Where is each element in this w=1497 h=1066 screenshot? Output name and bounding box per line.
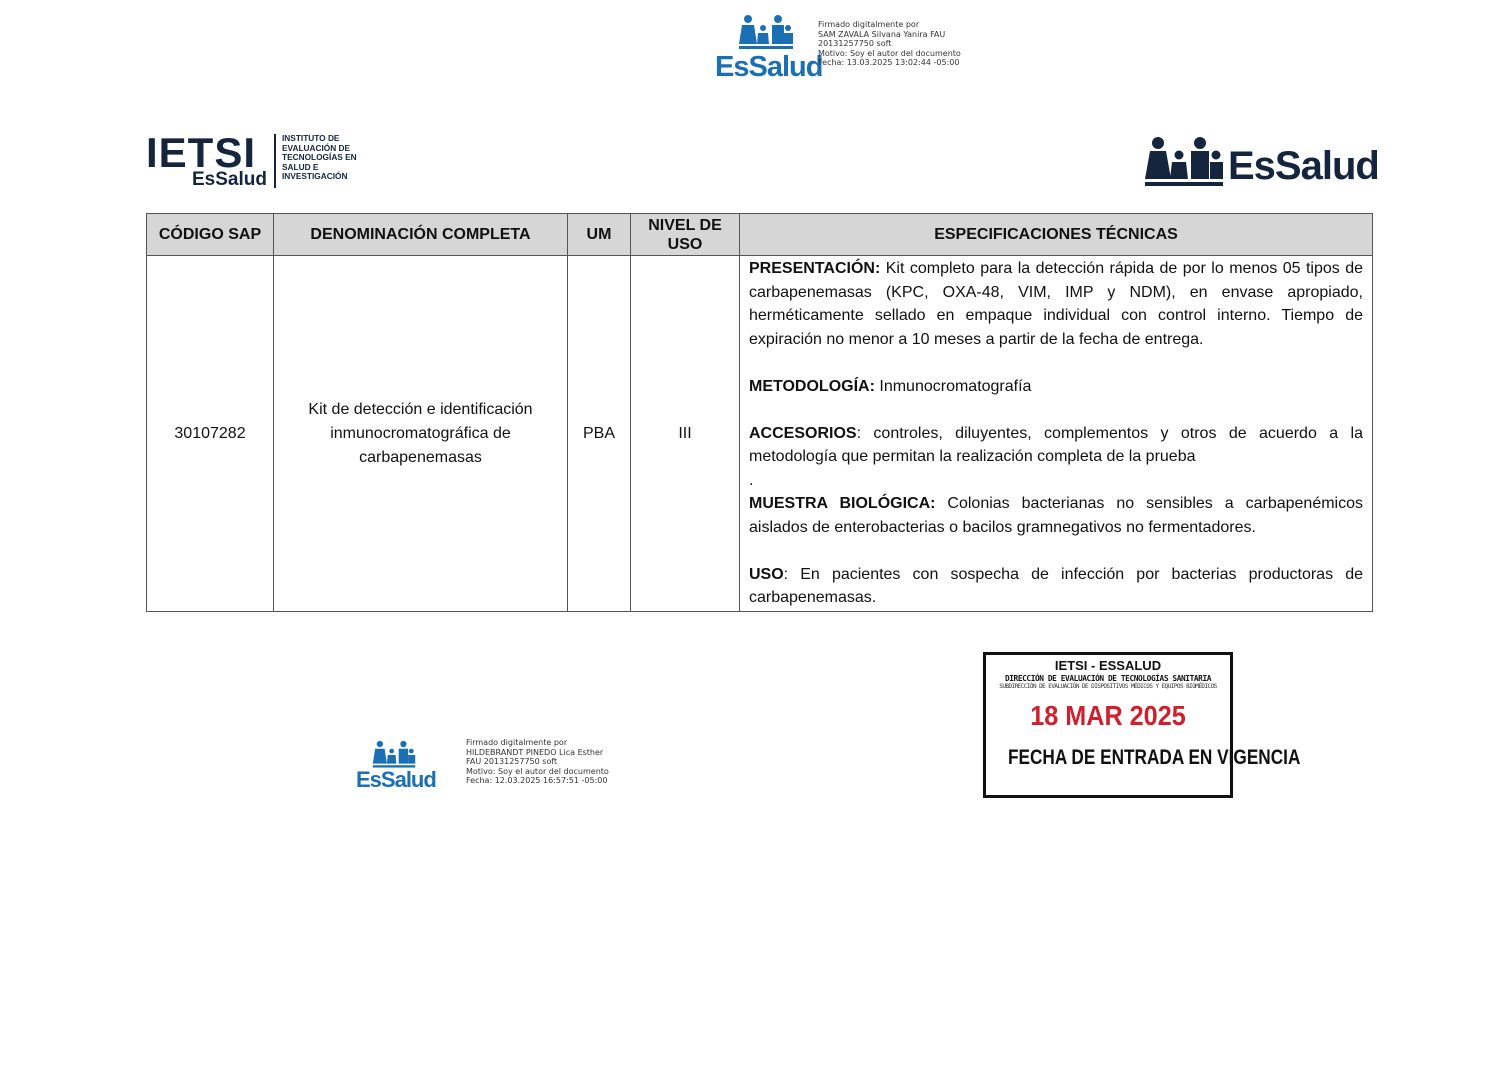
header-codigo-sap: CÓDIGO SAP — [147, 214, 274, 256]
signature-line: Fecha: 13.03.2025 13:02:44 -05:00 — [818, 58, 960, 68]
ietsi-logo — [146, 129, 366, 192]
signature-line: 20131257750 soft — [818, 39, 892, 49]
spec-label: ACCESORIOS — [749, 424, 857, 442]
signature-top-text — [818, 20, 961, 68]
spec-text: : controles, diluyentes, complementos y otros de acuerdo a la metodología que permitan la realización completa de la prueba — [749, 424, 1363, 466]
ietsi-description — [282, 134, 357, 182]
spec-muestra — [749, 492, 1363, 539]
signature-line: Firmado digitalmente por — [466, 738, 568, 747]
stamp-subdirection: SUBDIRECCIÓN DE EVALUACIÓN DE DISPOSITIVOS MÉDICOS Y EQUIPOS BIOMÉDICOS — [999, 683, 1217, 690]
spec-label: PRESENTACIÓN: — [749, 260, 881, 278]
spec-label: MUESTRA BIOLÓGICA: — [749, 495, 936, 513]
signature-top — [713, 14, 973, 84]
spec-metodologia — [749, 375, 1363, 399]
header-denominacion: DENOMINACIÓN COMPLETA — [274, 214, 568, 256]
signature-line: HILDEBRANDT PINEDO Lica Esther — [466, 747, 604, 757]
essalud-logo — [1144, 134, 1379, 190]
signature-line: Fecha: 12.03.2025 16:57:51 -05:00 — [466, 776, 608, 786]
ietsi-logo-sub: EsSalud — [192, 169, 267, 190]
header-nivel-uso: NIVEL DE USO — [631, 214, 740, 256]
essalud-logo-text: EsSalud — [1228, 144, 1379, 188]
signature-line: Motivo: Soy el autor del documento — [818, 48, 961, 58]
signature-bottom — [355, 738, 635, 798]
cell-denominacion — [274, 256, 568, 612]
cell-um: PBA — [568, 256, 631, 612]
ietsi-desc-line: SALUD E — [282, 161, 319, 172]
table-row — [147, 256, 1373, 612]
ietsi-desc-line: INVESTIGACIÓN — [282, 171, 348, 182]
signature-line: FAU 20131257750 soft — [466, 757, 558, 767]
cell-especificaciones — [740, 256, 1373, 612]
spec-text: Colonias bacterianas no sensibles a carbapenémicos aislados de enterobacterias o bacilos gramnegativos no fermentadores. — [749, 495, 1363, 536]
cell-nivel: III — [631, 256, 740, 612]
signature-line: Motivo: Soy el autor del documento — [466, 766, 609, 776]
spec-text: Kit completo para la detección rápida de por lo menos 05 tipos de carbapenemasas (KPC, OXA-48, VIM, IMP y NDM), en envase apropiado, herméticamente sellado en empaque individual con control interno. Tiempo de expiración no menor a 10 meses a partir de la fecha de entrega. — [749, 260, 1363, 348]
family-icon — [1144, 136, 1224, 188]
spec-label: USO — [749, 565, 784, 583]
family-icon — [372, 740, 416, 770]
family-icon — [738, 14, 794, 52]
spec-presentacion — [749, 257, 1363, 351]
stamp-org: IETSI - ESSALUD — [1054, 658, 1162, 673]
spec-dot: . — [749, 471, 754, 489]
header-especificaciones: ESPECIFICACIONES TÉCNICAS — [740, 214, 1373, 256]
ietsi-logo-main: IETSI — [146, 129, 257, 176]
ietsi-desc-line: EVALUACIÓN DE — [282, 142, 351, 153]
signature-line: Firmado digitalmente por — [818, 20, 920, 29]
cell-codigo: 30107282 — [147, 256, 274, 612]
spec-text: Inmunocromatografía — [874, 377, 1032, 395]
spec-text: : En pacientes con sospecha de infección por bacterias productoras de carbapenemasas. — [749, 565, 1363, 607]
header-um: UM — [568, 214, 631, 256]
ietsi-divider — [274, 134, 276, 188]
stamp-direction: DIRECCIÓN DE EVALUACIÓN DE TECNOLOGÍAS SANITARIA — [1004, 674, 1212, 683]
specification-table — [146, 213, 1373, 612]
stamp-caption: FECHA DE ENTRADA EN VIGENCIA — [1007, 746, 1301, 769]
stamp-date: 18 MAR 2025 — [1030, 700, 1186, 731]
spec-label: METODOLOGÍA: — [749, 377, 875, 395]
signature-bottom-text — [466, 738, 609, 786]
spec-accesorios — [749, 422, 1363, 469]
table-header-row — [147, 214, 1373, 256]
essalud-logo-text: EsSalud — [715, 51, 823, 83]
signature-line: SAM ZAVALA Silvana Yanira FAU — [818, 29, 946, 39]
ietsi-desc-line: TECNOLOGÍAS EN — [282, 152, 357, 163]
validity-stamp — [983, 652, 1301, 798]
ietsi-desc-line: INSTITUTO DE — [282, 133, 340, 143]
essalud-logo-text: EsSalud — [356, 767, 436, 792]
denominacion-text: Kit de detección e identificación inmunocromatográfica de carbapenemasas — [308, 400, 533, 466]
spec-uso — [749, 563, 1363, 610]
